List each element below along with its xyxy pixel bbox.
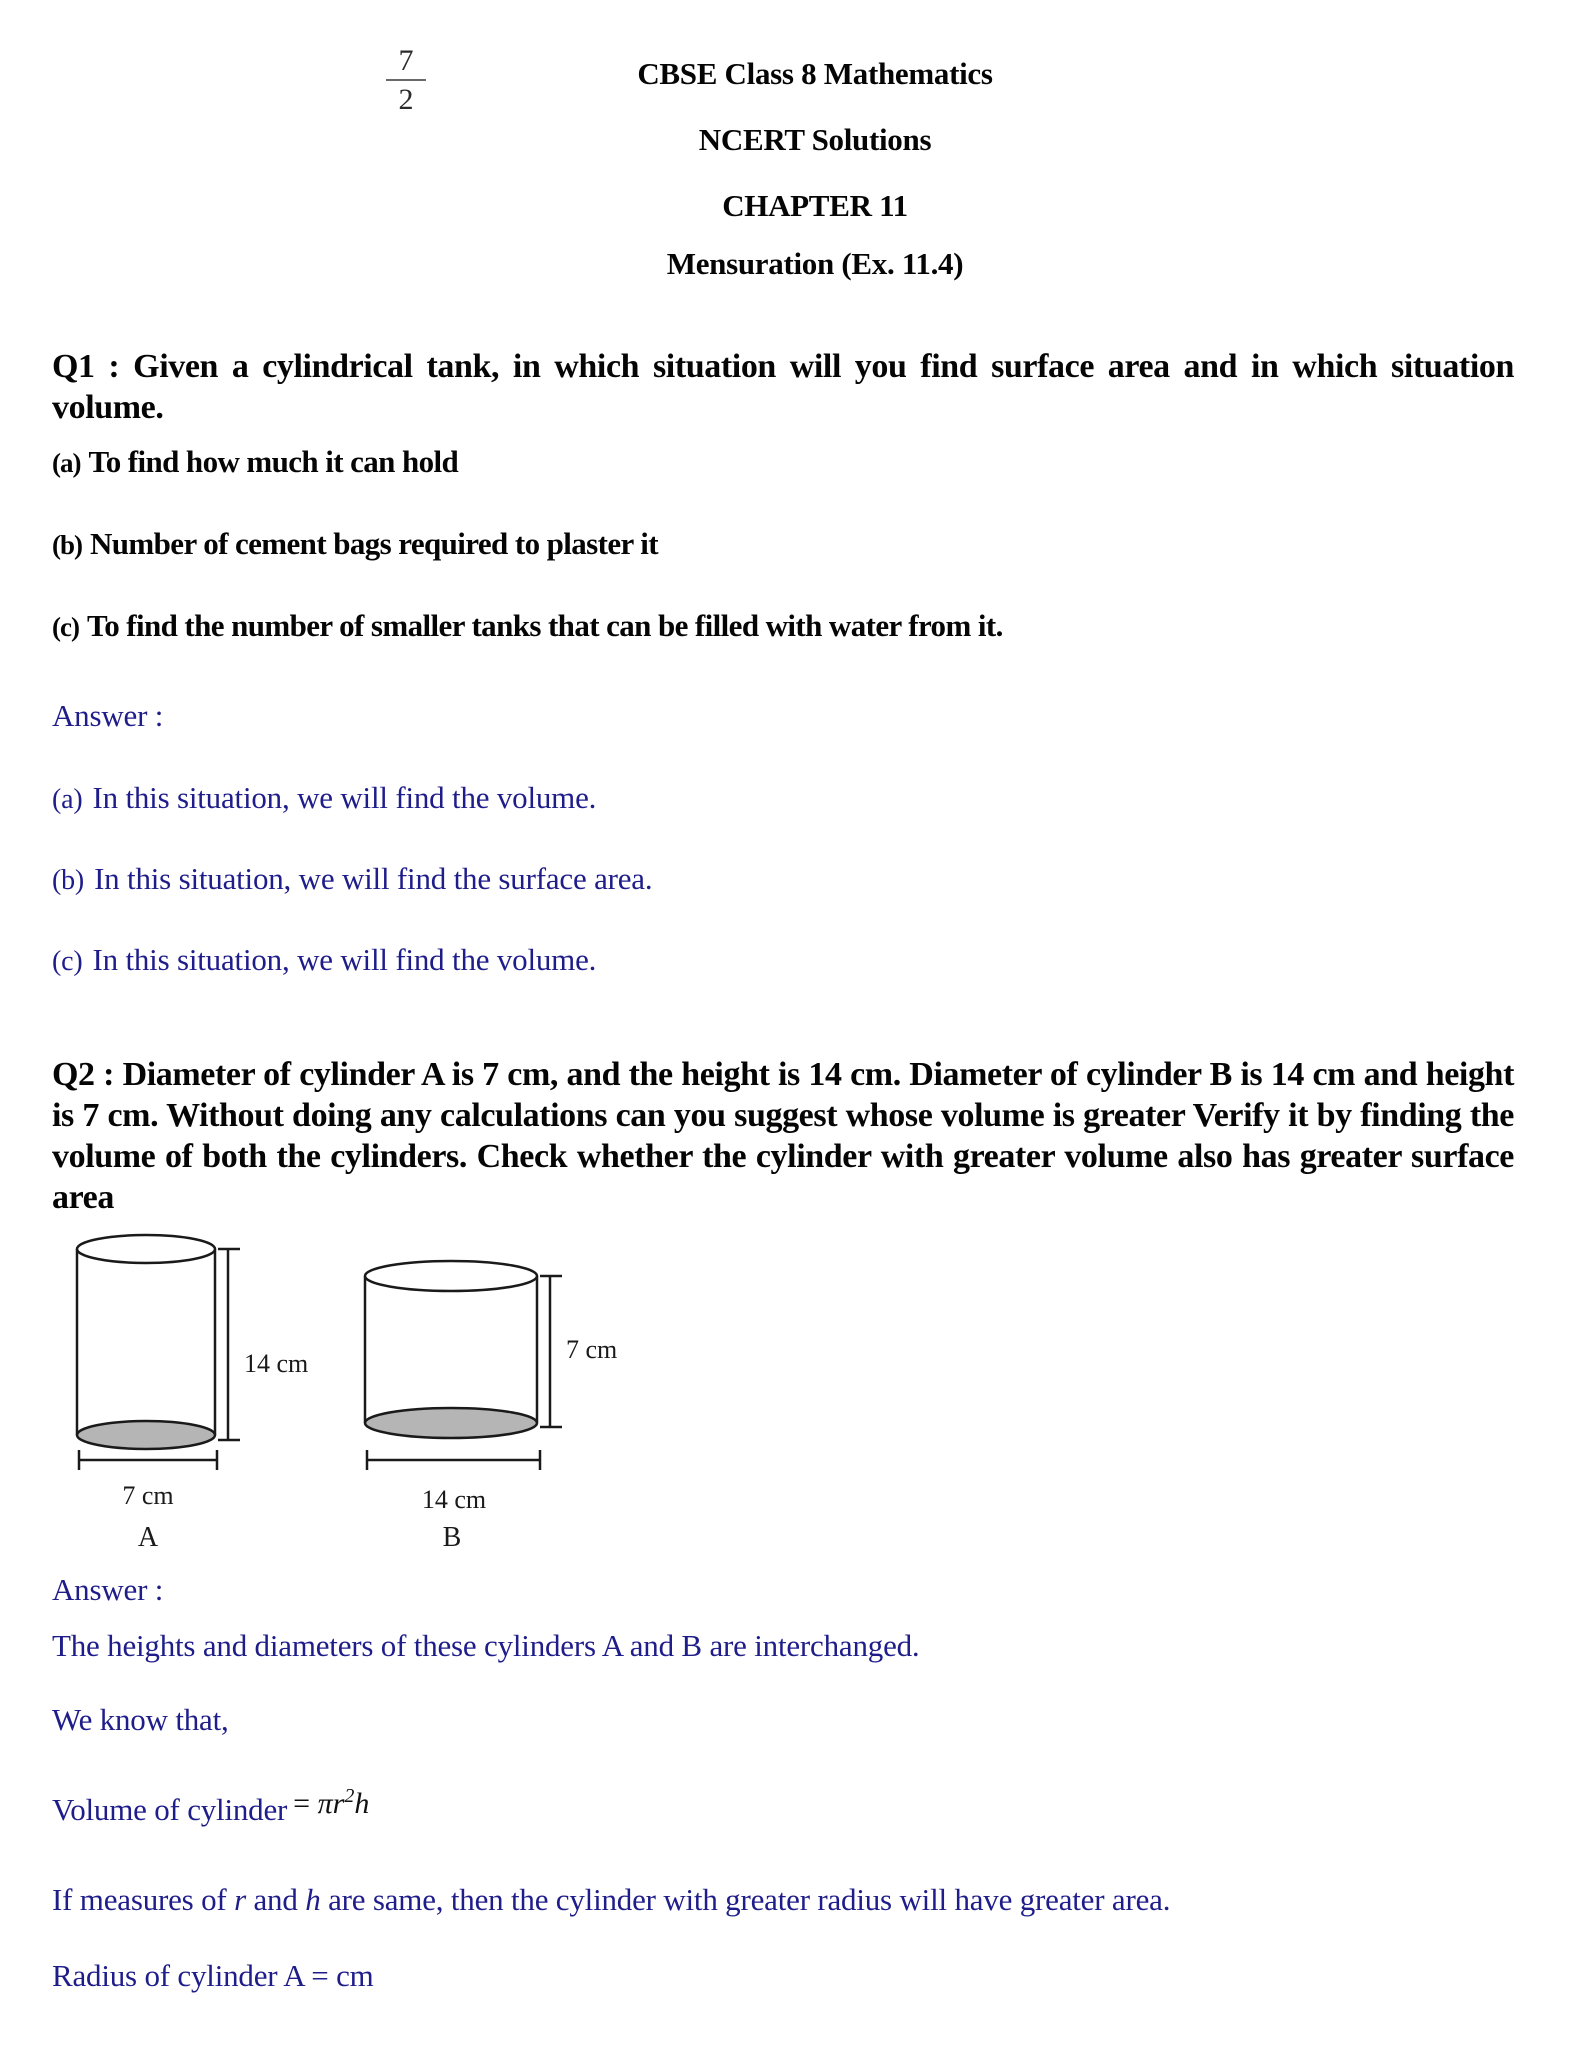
fraction-numerator: 7 — [386, 44, 426, 81]
cylinder-a — [77, 1235, 308, 1553]
q2-answer-volume-formula-line — [52, 1785, 1514, 1828]
q1-option-c-text: To find the number of smaller tanks that can be filled with water from it. — [86, 608, 1003, 643]
q2-answer-line-conditional — [52, 1882, 1514, 1918]
cylinder-a-top-ellipse — [77, 1235, 215, 1263]
cylinder-b-diameter-label: 14 cm — [421, 1485, 487, 1514]
volume-formula — [293, 1787, 369, 1820]
q1-answer-b-text: In this situation, we will find the surface area. — [94, 861, 653, 896]
q1-answer-b — [52, 861, 1514, 897]
q1-answer-heading: Answer : — [52, 698, 164, 733]
chapter-heading: CHAPTER 11 — [722, 188, 908, 223]
exercise-heading: Mensuration (Ex. 11.4) — [666, 246, 964, 281]
cylinder-b-bottom-ellipse — [365, 1408, 537, 1438]
conditional-var-h: h — [305, 1882, 321, 1917]
formula-h: h — [354, 1787, 370, 1820]
conditional-var-r: r — [234, 1882, 246, 1917]
volume-formula-prefix: Volume of cylinder — [52, 1792, 288, 1827]
q1-option-b-text: Number of cement bags required to plaster it — [90, 526, 659, 561]
doc-title: CBSE Class 8 Mathematics — [637, 56, 993, 91]
q1-answer-a — [52, 780, 1514, 816]
q1-option-c-label: (c) — [52, 612, 79, 642]
q1-option-a-label: (a) — [52, 448, 81, 478]
cylinder-b-top-ellipse — [365, 1261, 537, 1291]
cylinder-a-height-label: 14 cm — [244, 1349, 309, 1378]
q1-answer-c-text: In this situation, we will find the volume. — [92, 942, 597, 977]
cylinder-a-diameter-label: 7 cm — [122, 1481, 174, 1510]
cylinder-b-name: B — [442, 1522, 462, 1553]
q2-answer-line-we-know: We know that, — [52, 1702, 229, 1737]
q1-option-b-label: (b) — [52, 530, 82, 560]
cylinder-a-bottom-ellipse — [77, 1421, 215, 1449]
q2-answer-heading: Answer : — [52, 1572, 164, 1607]
q1-answer-a-label: (a) — [52, 784, 83, 815]
question-2: Q2 : Diameter of cylinder A is 7 cm, and the height is 14 cm. Diameter of cylinder B is 14 cm and height is 7 cm. Without doing any calculations can you suggest whose volume is greater Verify it by finding the volume of both the cylinders. Check whether the cylinder with greater volume also has greater surface area — [52, 1056, 1514, 1216]
cylinders-diagram — [60, 1212, 680, 1564]
doc-subtitle: NCERT Solutions — [698, 122, 932, 157]
cylinder-b — [365, 1261, 617, 1553]
formula-pi-r: πr — [317, 1787, 345, 1820]
q1-answer-c — [52, 942, 1514, 978]
conditional-seg5: are same, then the cylinder with greater radius will have greater area. — [320, 1882, 1171, 1917]
conditional-seg1: If measures of — [52, 1882, 235, 1917]
q1-answer-c-label: (c) — [52, 946, 83, 977]
cylinder-b-height-label: 7 cm — [566, 1335, 618, 1364]
fraction-denominator: 2 — [398, 83, 414, 116]
question-1: Q1 : Given a cylindrical tank, in which situation will you find surface area and in which situation volume. — [52, 348, 1514, 426]
q1-option-a — [52, 444, 1514, 480]
q1-option-a-text: To find how much it can hold — [88, 444, 459, 479]
q1-answer-b-label: (b) — [52, 865, 85, 896]
formula-equals: = — [293, 1787, 318, 1820]
q1-option-b — [52, 526, 1514, 562]
conditional-seg3: and — [245, 1882, 306, 1917]
formula-exponent: 2 — [344, 1785, 355, 1807]
q1-option-c — [52, 608, 1514, 644]
q2-answer-line-interchanged: The heights and diameters of these cylinders A and B are interchanged. — [52, 1628, 920, 1663]
q2-answer-line-radius: Radius of cylinder A = cm — [52, 1958, 374, 1993]
q1-answer-a-text: In this situation, we will find the volume. — [92, 780, 597, 815]
cylinder-a-name: A — [137, 1522, 159, 1553]
